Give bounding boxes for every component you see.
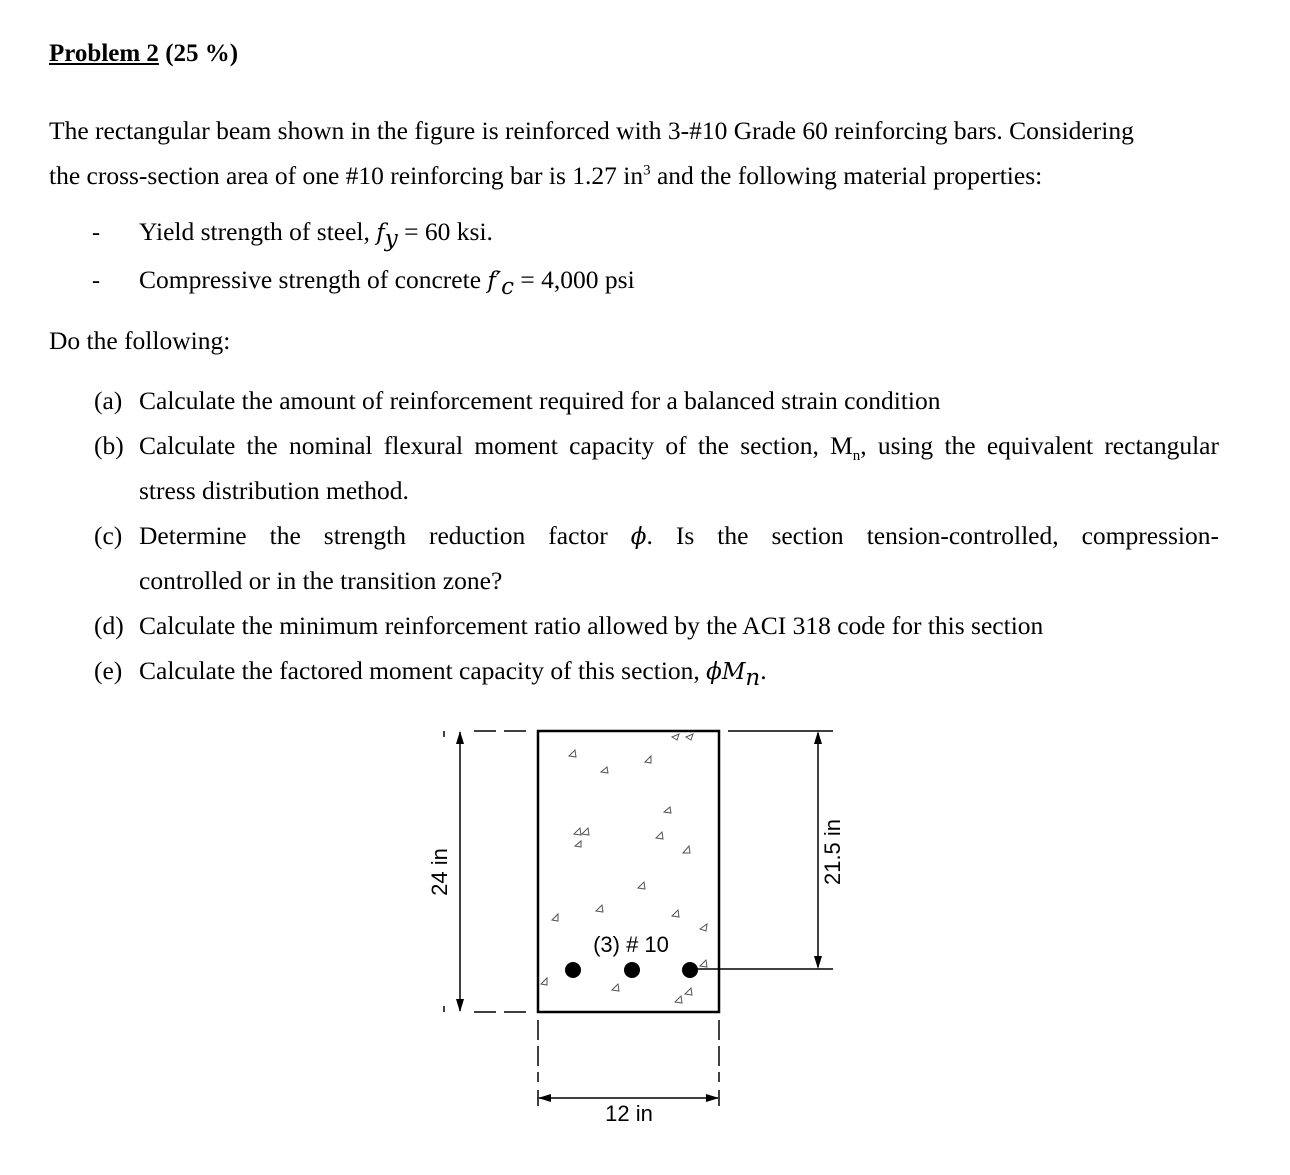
rebar-3 (682, 962, 698, 978)
height-dimension (444, 731, 526, 1012)
task-a-text: Calculate the amount of reinforcement required for a balanced strain condition (139, 386, 941, 415)
rebar-1 (565, 962, 581, 978)
bar-label: (3) # 10 (593, 932, 669, 957)
depth-label: 21.5 in (820, 818, 845, 886)
task-a-label: (a) (94, 386, 123, 415)
task-c-text-line-2: controlled or in the transition zone? (139, 566, 503, 595)
bullet-dash: - (92, 268, 100, 294)
task-d-text: Calculate the minimum reinforcement ratio allowed by the ACI 318 code for this section (139, 611, 1044, 640)
property-yield-strength: Yield strength of steel, $f_y = 60$ ksi. (139, 217, 493, 253)
bullet-dash: - (92, 220, 100, 246)
task-d-label: (d) (94, 611, 124, 640)
task-b-text-line-2: stress distribution method. (139, 476, 409, 505)
width-dimension (538, 1020, 719, 1106)
width-label: 12 in (605, 1101, 653, 1126)
superscript: 3 (643, 162, 651, 179)
do-following-label: Do the following: (49, 326, 231, 355)
problem-weight: (25 %) (158, 40, 239, 67)
height-label: 24 in (427, 848, 452, 896)
task-b-text: Calculate the nominal flexural moment capacity of the section, $M_n$, using the equivalent rectangular (139, 431, 1219, 465)
rebar-2 (624, 962, 640, 978)
property-compressive-strength: Compressive strength of concrete $f'_c = 4,000$ psi (139, 265, 635, 301)
intro-line-1: The rectangular beam shown in the figure is reinforced with 3-#10 Grade 60 reinforcing bars. Considering (49, 116, 1134, 145)
task-e-label: (e) (94, 656, 123, 685)
task-b-label: (b) (94, 431, 124, 460)
problem-title: Problem 2 (49, 40, 159, 67)
task-e-text: Calculate the factored moment capacity of this section, $\phi M_n$. (139, 656, 767, 692)
task-c-text: Determine the strength reduction factor ϕ. Is the section tension-controlled, compression- (139, 521, 1219, 550)
task-c-label: (c) (94, 521, 123, 550)
intro-line-2: the cross-section area of one #10 reinforcing bar is 1.27 $in^3$ and the following material properties: (49, 161, 1043, 190)
